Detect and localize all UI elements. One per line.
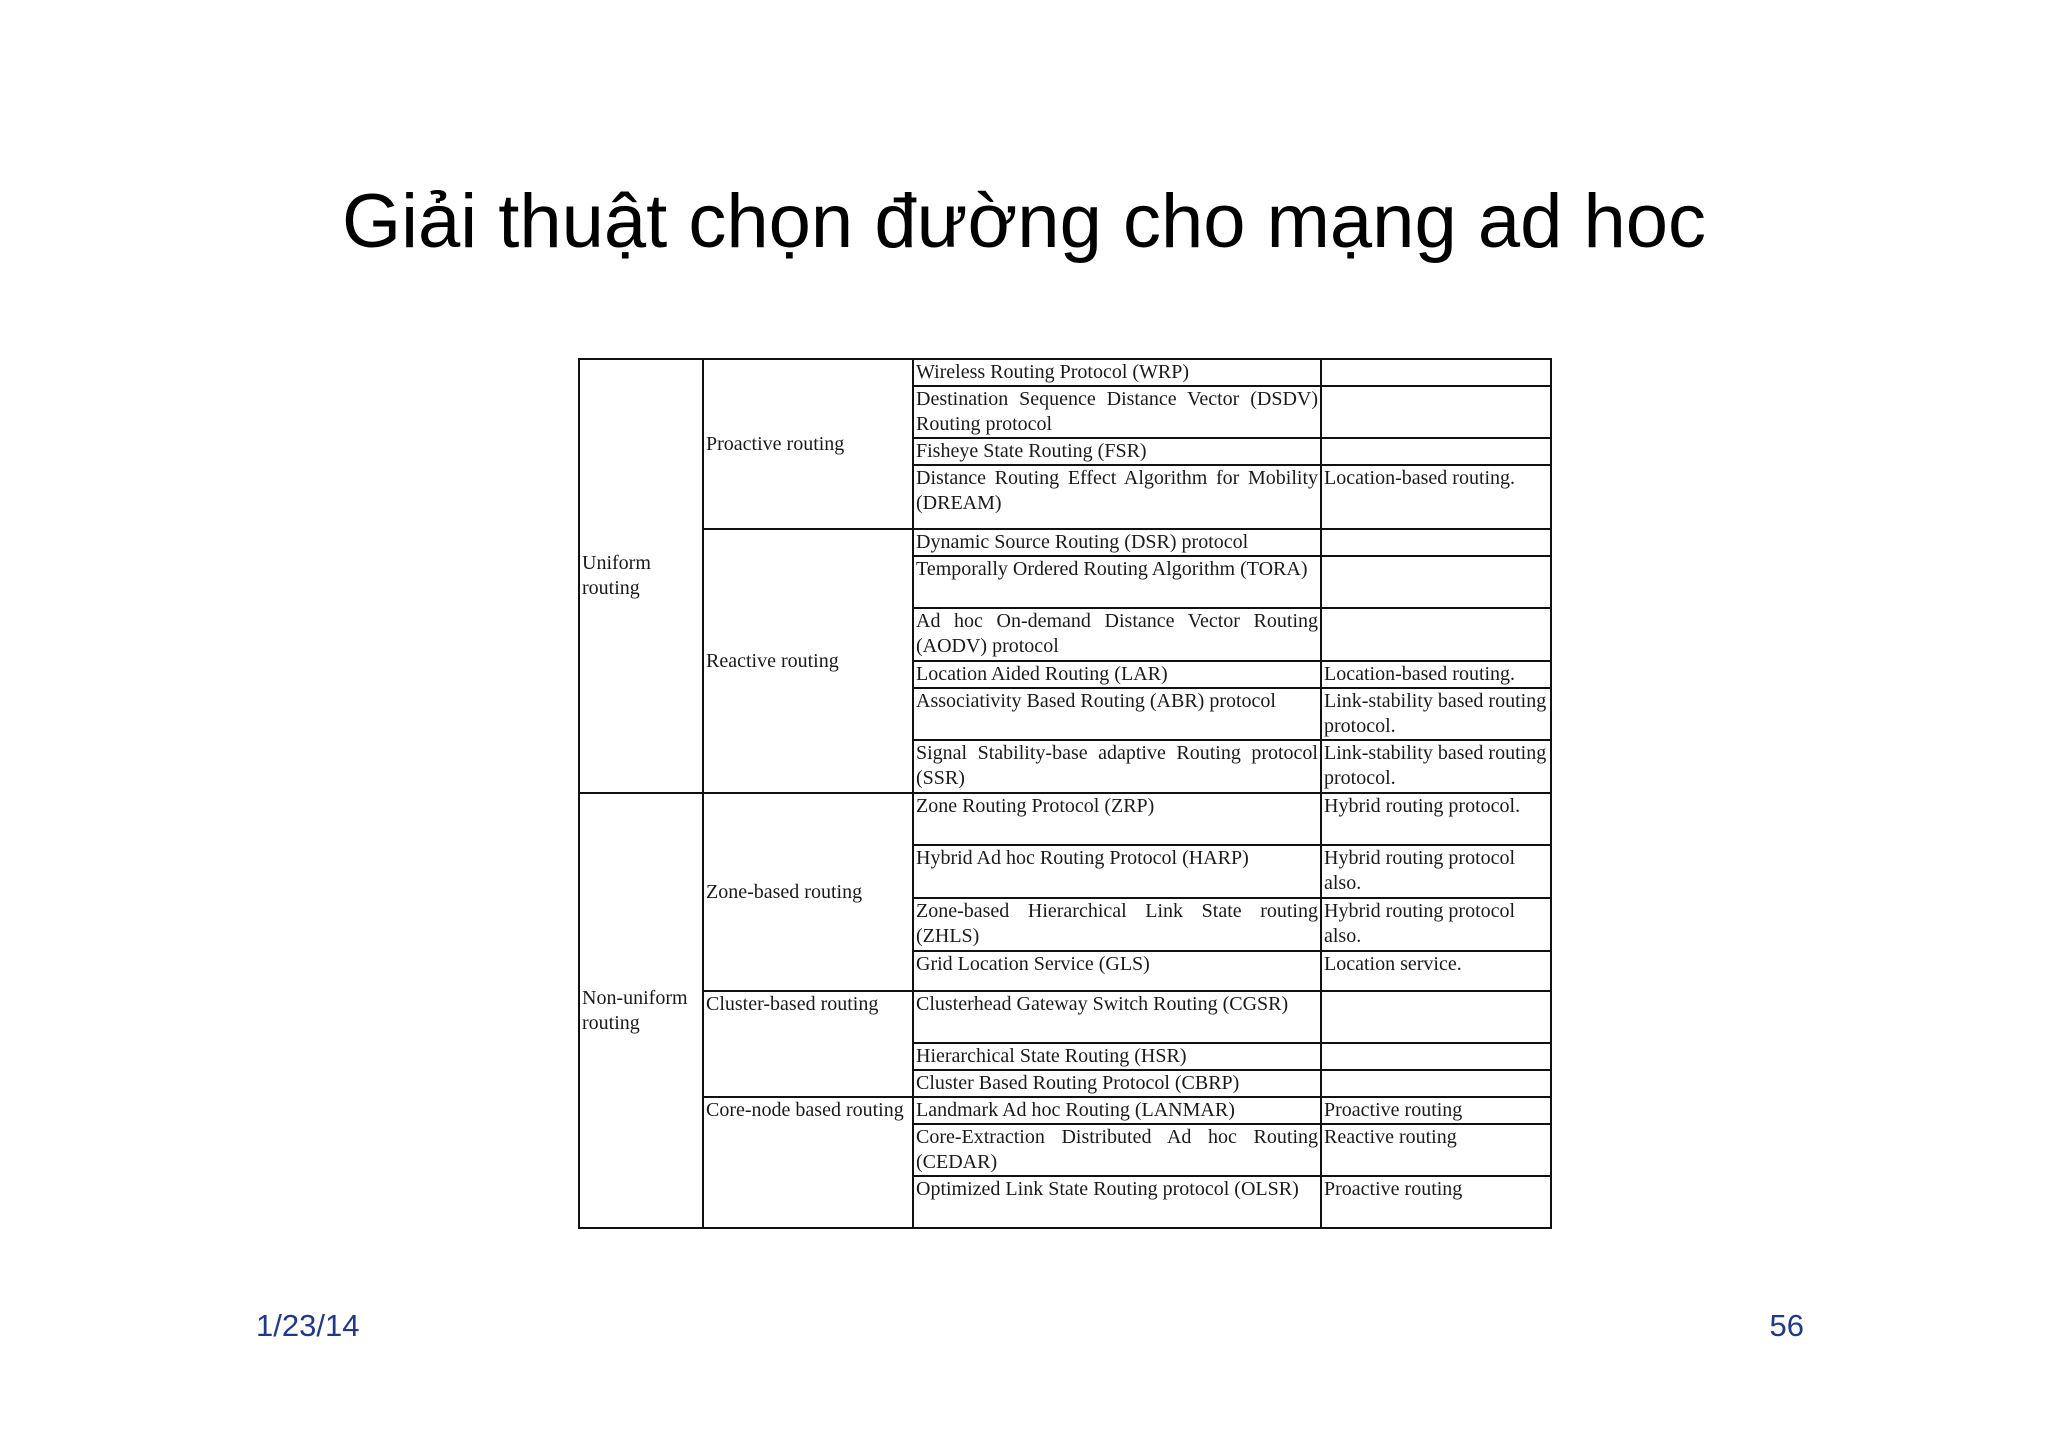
note-cell: Location-based routing. [1321, 465, 1551, 529]
note-cell: Location-based routing. [1321, 661, 1551, 688]
subcategory-core-node-based-routing: Core-node based routing [703, 1097, 913, 1228]
note-cell: Proactive routing [1321, 1097, 1551, 1124]
routing-table-container [578, 358, 1550, 1229]
note-cell [1321, 386, 1551, 438]
protocol-cell: Wireless Routing Protocol (WRP) [913, 359, 1321, 386]
protocol-cell: Signal Stability-base adaptive Routing protocol (SSR) [913, 740, 1321, 793]
table-row [579, 991, 1551, 1043]
protocol-cell: Grid Location Service (GLS) [913, 951, 1321, 991]
protocol-cell: Distance Routing Effect Algorithm for Mobility (DREAM) [913, 465, 1321, 529]
slide-page-number: 56 [1769, 1308, 1804, 1343]
protocol-cell: Optimized Link State Routing protocol (OLSR) [913, 1176, 1321, 1228]
protocol-cell: Hybrid Ad hoc Routing Protocol (HARP) [913, 845, 1321, 898]
slide-title: Giải thuật chọn đường cho mạng ad hoc [341, 179, 1707, 264]
note-cell [1321, 529, 1551, 556]
note-cell: Link-stability based routing protocol. [1321, 740, 1551, 793]
table-row [579, 1097, 1551, 1124]
protocol-cell: Core-Extraction Distributed Ad hoc Routing (CEDAR) [913, 1124, 1321, 1176]
note-cell [1321, 1043, 1551, 1070]
subcategory-cluster-based-routing: Cluster-based routing [703, 991, 913, 1097]
category-uniform-routing: Uniform routing [579, 359, 703, 793]
note-cell: Location service. [1321, 951, 1551, 991]
category-non-uniform-routing: Non-uniform routing [579, 793, 703, 1228]
note-cell [1321, 438, 1551, 465]
note-cell: Proactive routing [1321, 1176, 1551, 1228]
protocol-cell: Fisheye State Routing (FSR) [913, 438, 1321, 465]
protocol-cell: Landmark Ad hoc Routing (LANMAR) [913, 1097, 1321, 1124]
note-cell [1321, 1070, 1551, 1097]
note-cell [1321, 608, 1551, 661]
protocol-cell: Cluster Based Routing Protocol (CBRP) [913, 1070, 1321, 1097]
protocol-cell: Associativity Based Routing (ABR) protocol [913, 688, 1321, 740]
note-cell [1321, 359, 1551, 386]
note-cell: Reactive routing [1321, 1124, 1551, 1176]
protocol-cell: Ad hoc On-demand Distance Vector Routing (AODV) protocol [913, 608, 1321, 661]
table-row [579, 793, 1551, 845]
protocol-cell: Zone-based Hierarchical Link State routing (ZHLS) [913, 898, 1321, 951]
note-cell: Hybrid routing protocol also. [1321, 845, 1551, 898]
note-cell: Link-stability based routing protocol. [1321, 688, 1551, 740]
protocol-cell: Clusterhead Gateway Switch Routing (CGSR) [913, 991, 1321, 1043]
protocol-cell: Location Aided Routing (LAR) [913, 661, 1321, 688]
table-row [579, 529, 1551, 556]
slide-date: 1/23/14 [256, 1308, 360, 1343]
table-row [579, 359, 1551, 386]
protocol-cell: Temporally Ordered Routing Algorithm (TORA) [913, 556, 1321, 608]
note-cell: Hybrid routing protocol. [1321, 793, 1551, 845]
note-cell [1321, 991, 1551, 1043]
subcategory-reactive-routing: Reactive routing [703, 529, 913, 793]
routing-classification-table [578, 358, 1552, 1229]
subcategory-proactive-routing: Proactive routing [703, 359, 913, 529]
note-cell: Hybrid routing protocol also. [1321, 898, 1551, 951]
protocol-cell: Zone Routing Protocol (ZRP) [913, 793, 1321, 845]
note-cell [1321, 556, 1551, 608]
protocol-cell: Destination Sequence Distance Vector (DSDV) Routing protocol [913, 386, 1321, 438]
protocol-cell: Hierarchical State Routing (HSR) [913, 1043, 1321, 1070]
subcategory-zone-based-routing: Zone-based routing [703, 793, 913, 991]
protocol-cell: Dynamic Source Routing (DSR) protocol [913, 529, 1321, 556]
